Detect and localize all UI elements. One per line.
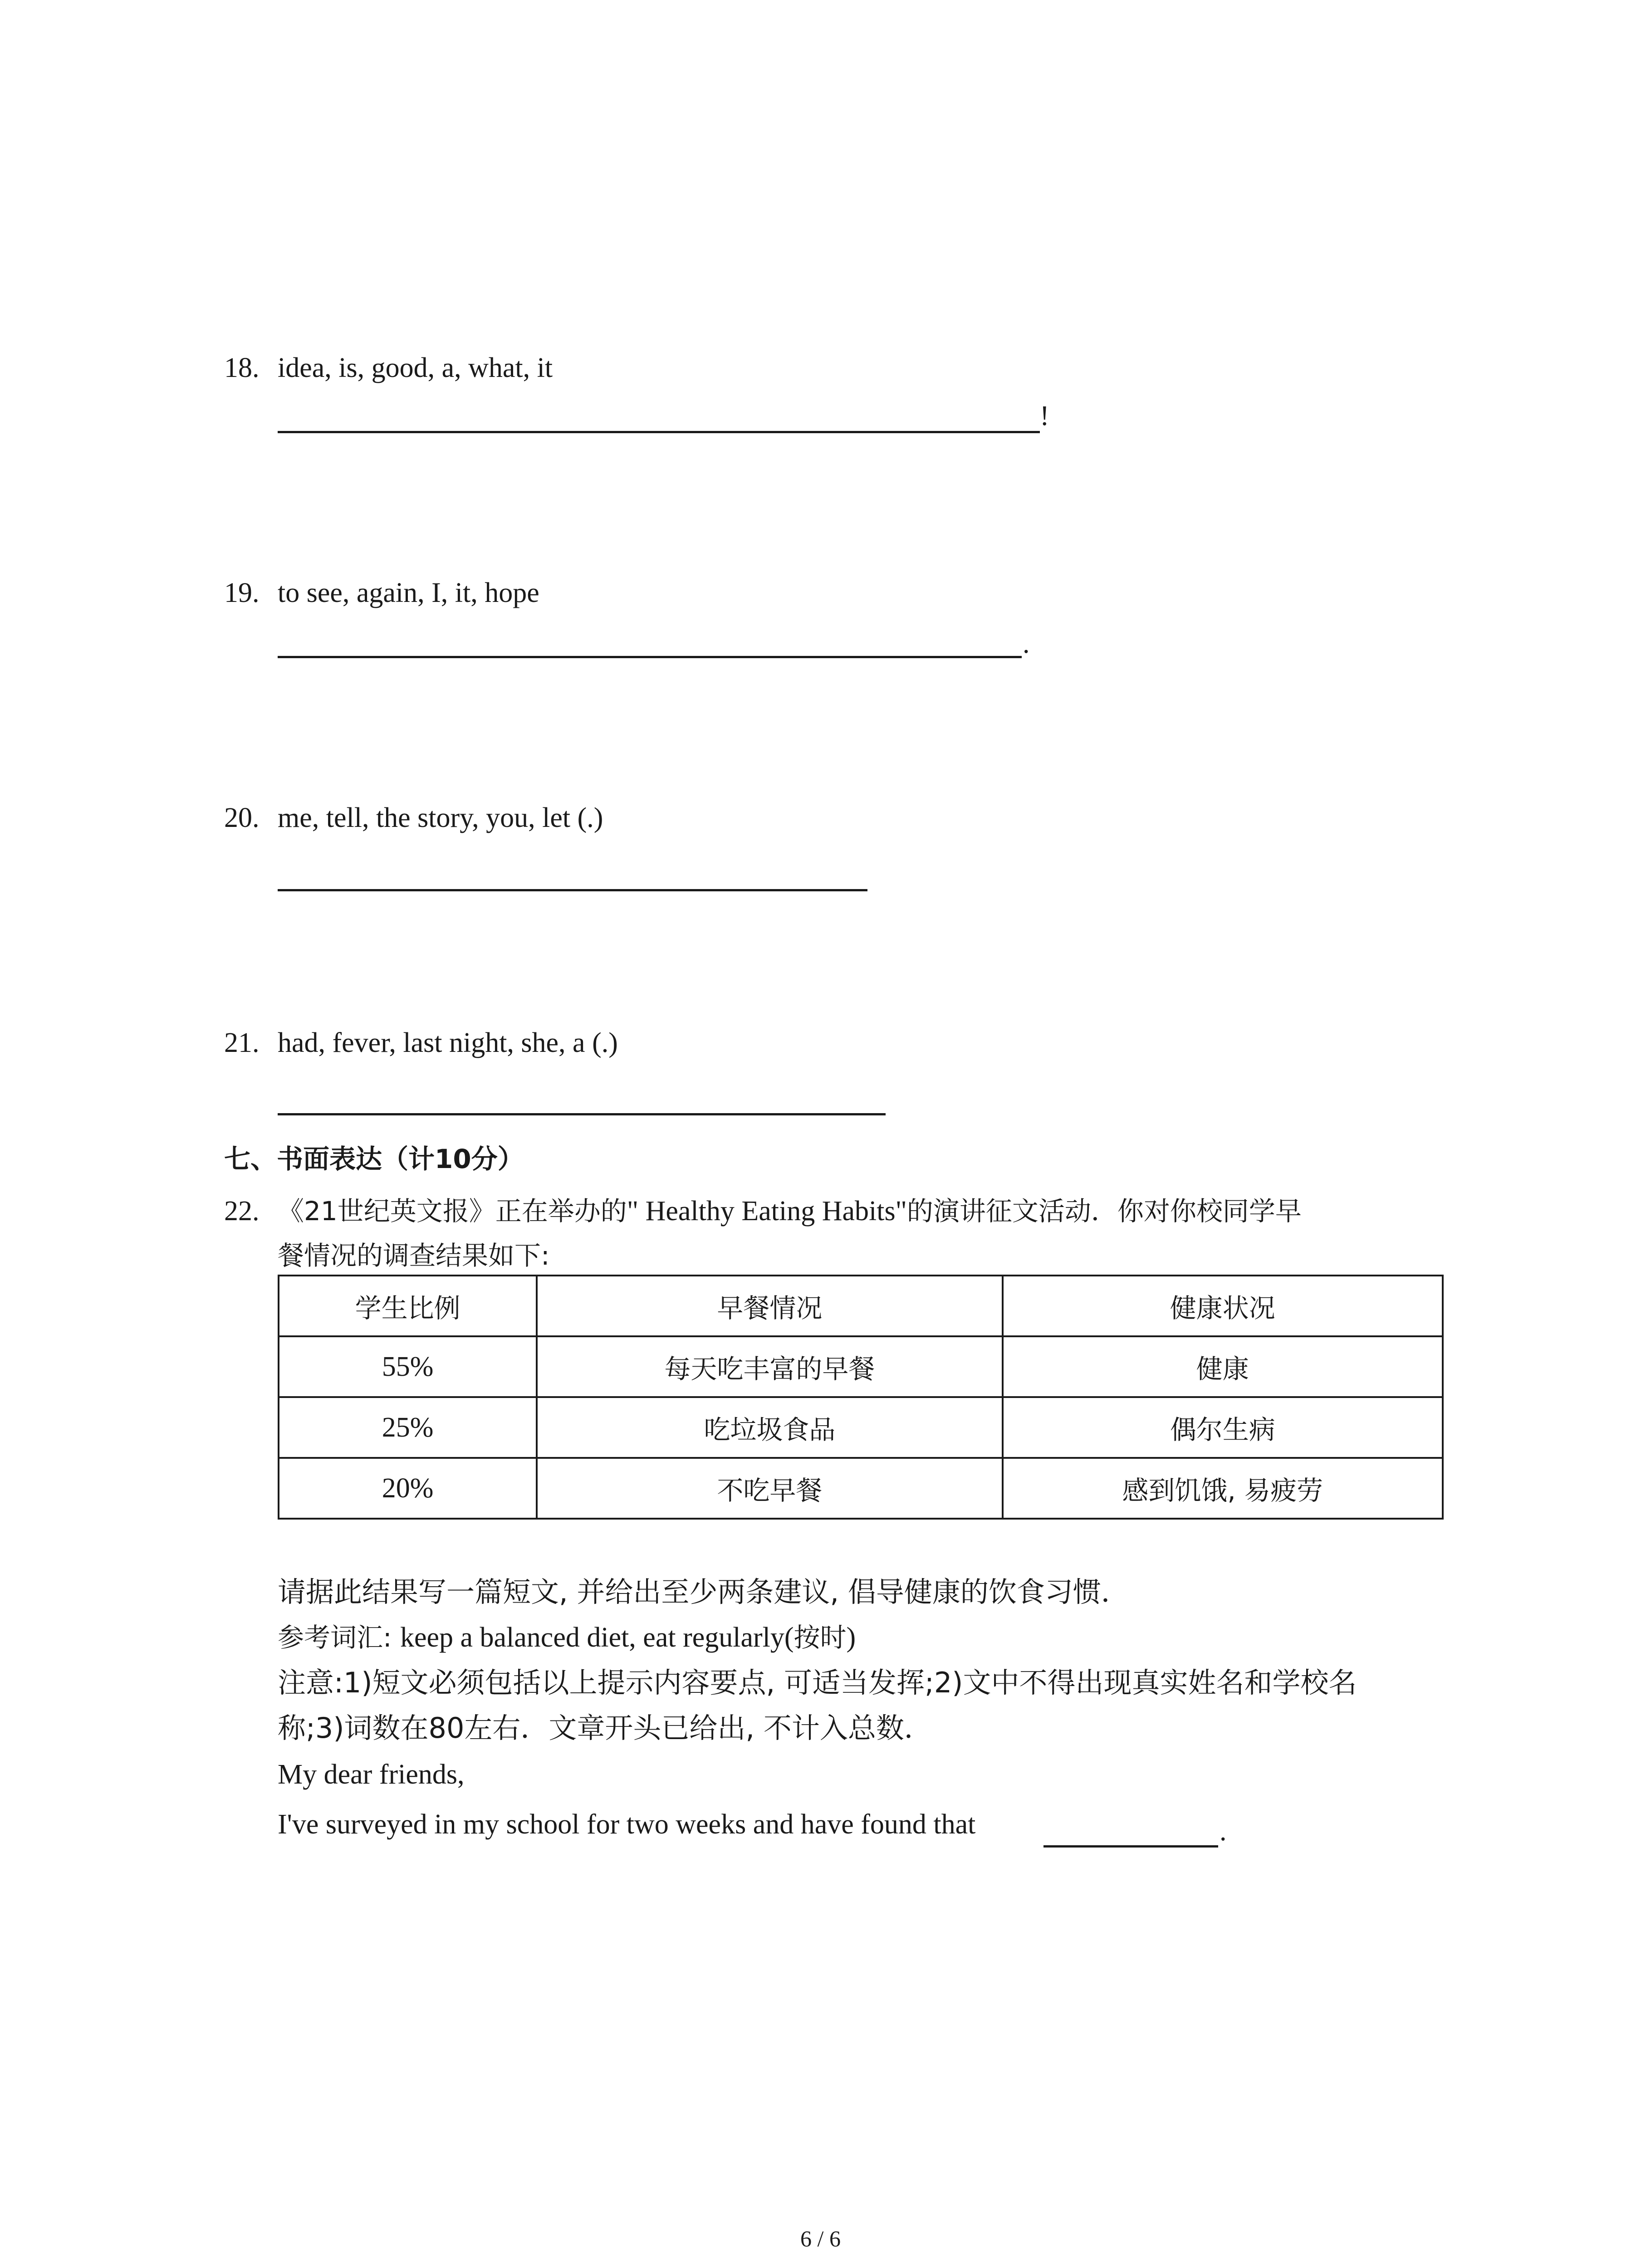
intro-part3: 的演讲征文活动．你对你校同学早 — [906, 1196, 1302, 1227]
question-prompt: idea, is, good, a, what, it — [278, 352, 553, 383]
instruction-line-2 — [278, 1615, 856, 1660]
table-cell: 每天吃丰富的早餐 — [537, 1336, 1002, 1397]
question-20 — [224, 804, 603, 832]
table-cell: 不吃早餐 — [537, 1458, 1002, 1519]
opening-blank[interactable] — [1043, 1845, 1218, 1848]
intro-part2: " Healthy Eating Habits" — [627, 1196, 907, 1227]
page-number: 6 / 6 — [800, 2226, 841, 2251]
opening-text: I've surveyed in my school for two weeks and have found that — [278, 1809, 976, 1840]
table-header-row — [279, 1276, 1443, 1336]
instruction-line-1: 请据此结果写一篇短文, 并给出至少两条建议, 倡导健康的饮食习惯． — [278, 1575, 1129, 1608]
section-title: 七、书面表达（计10分） — [224, 1144, 524, 1174]
question-prompt: had, fever, last night, she, a (.) — [278, 1027, 618, 1058]
question-19 — [224, 579, 539, 607]
answer-blank-21[interactable] — [278, 1113, 886, 1115]
table-cell: 偶尔生病 — [1003, 1397, 1443, 1458]
intro-part1: 《21世纪英文报》正在举办的 — [278, 1196, 627, 1227]
table-row — [279, 1458, 1443, 1519]
reference-vocab-words: keep a balanced diet, eat regularly( — [400, 1622, 794, 1653]
table-cell: 20% — [279, 1458, 537, 1519]
end-punctuation: . — [1023, 628, 1030, 659]
header-cell: 早餐情况 — [537, 1276, 1002, 1336]
table-cell: 健康 — [1003, 1336, 1443, 1397]
header-cell: 健康状况 — [1003, 1276, 1443, 1336]
answer-blank-18[interactable] — [278, 431, 1040, 433]
question-number: 21. — [224, 1027, 260, 1058]
table-cell: 吃垃圾食品 — [537, 1397, 1002, 1458]
intro-line2: 餐情况的调查结果如下: — [278, 1240, 550, 1271]
reference-vocab-zh: 按时 — [794, 1622, 847, 1653]
question-prompt: me, tell, the story, you, let (.) — [278, 802, 603, 833]
question-prompt: to see, again, I, it, hope — [278, 577, 539, 608]
answer-blank-19[interactable] — [278, 656, 1022, 658]
table-cell: 感到饥饿, 易疲劳 — [1003, 1458, 1443, 1519]
question-18 — [224, 354, 553, 382]
question-number: 20. — [224, 802, 260, 833]
header-cell: 学生比例 — [279, 1276, 537, 1336]
opening-period: . — [1220, 1816, 1227, 1847]
end-punctuation: ! — [1040, 401, 1049, 431]
question-21 — [224, 1029, 618, 1057]
question-22 — [224, 1188, 1302, 1234]
question-number: 22. — [224, 1196, 260, 1227]
survey-table — [278, 1275, 1444, 1520]
question-number: 19. — [224, 577, 260, 608]
instruction-line-4: 称;3)词数在80左右．文章开头已给出, 不计入总数． — [278, 1711, 932, 1745]
instruction-line-3: 注意:1)短文必须包括以上提示内容要点, 可适当发挥;2)文中不得出现真实姓名和学校名 — [278, 1666, 1357, 1699]
letter-opening — [278, 1802, 975, 1847]
letter-greeting: My dear friends, — [278, 1759, 465, 1790]
question-number: 18. — [224, 352, 260, 383]
table-row — [279, 1397, 1443, 1458]
table-cell: 55% — [279, 1336, 537, 1397]
reference-vocab-close: ) — [846, 1622, 856, 1653]
table-row — [279, 1336, 1443, 1397]
reference-vocab-label: 参考词汇: — [278, 1622, 400, 1653]
answer-blank-20[interactable] — [278, 889, 867, 891]
table-cell: 25% — [279, 1397, 537, 1458]
